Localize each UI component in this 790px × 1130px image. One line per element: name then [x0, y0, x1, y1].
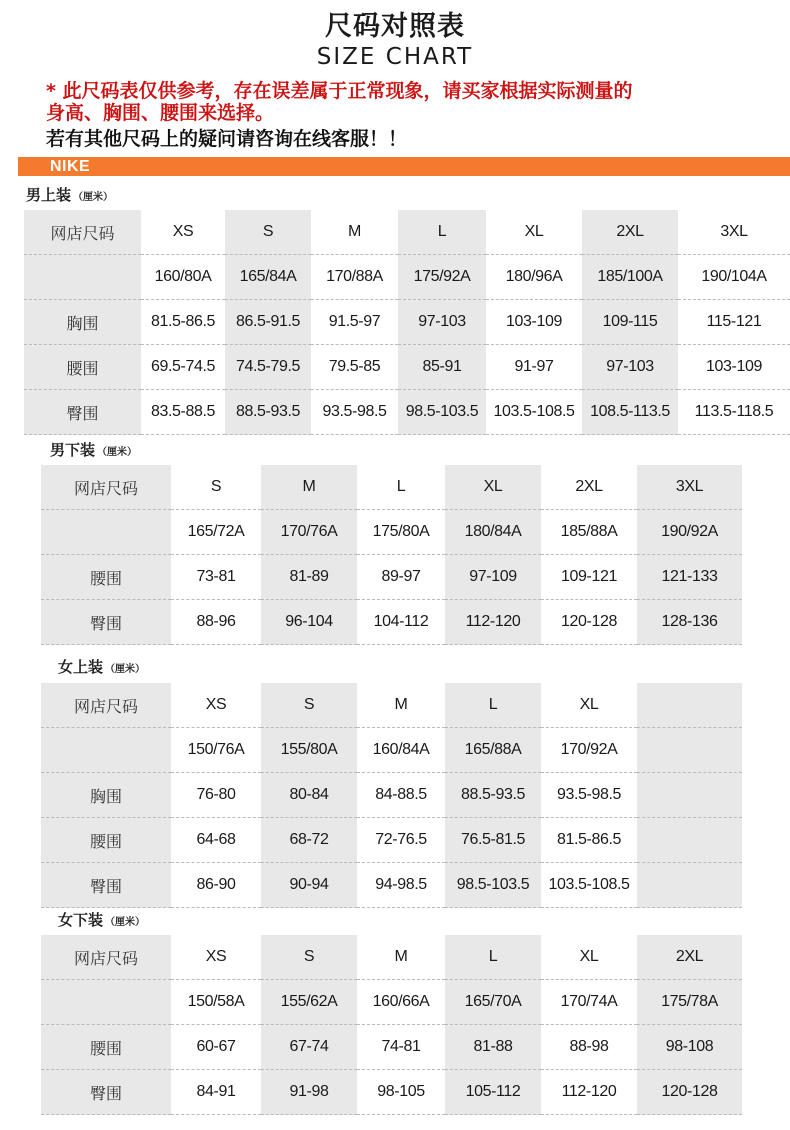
value-cell: 128-136 — [637, 600, 742, 645]
value-cell: 81.5-86.5 — [541, 818, 637, 863]
size-header-cell: XL — [445, 465, 541, 510]
value-cell: 155/62A — [261, 980, 357, 1025]
value-cell: 170/74A — [541, 980, 637, 1025]
value-cell: 86.5-91.5 — [225, 300, 311, 345]
measurement-row — [24, 300, 790, 345]
value-cell: 69.5-74.5 — [141, 345, 225, 390]
value-cell: 88.5-93.5 — [445, 773, 541, 818]
size-header-cell: L — [445, 935, 541, 980]
size-header-cell — [637, 683, 742, 728]
value-cell: 105-112 — [445, 1070, 541, 1115]
notice-line-2: 身高、胸围、腰围来选择。 — [46, 102, 275, 124]
row-label: 腰围 — [41, 555, 171, 600]
value-cell: 89-97 — [357, 555, 445, 600]
value-cell: 160/80A — [141, 255, 225, 300]
value-cell: 103-109 — [678, 345, 790, 390]
brand-banner — [18, 157, 790, 176]
value-cell: 74.5-79.5 — [225, 345, 311, 390]
row-label — [24, 255, 141, 300]
value-cell: 97-103 — [582, 345, 678, 390]
section-title-mens-bottoms — [50, 439, 137, 460]
value-cell: 170/92A — [541, 728, 637, 773]
value-cell: 96-104 — [261, 600, 357, 645]
measurement-row — [24, 345, 790, 390]
value-cell: 90-94 — [261, 863, 357, 908]
value-cell: 165/84A — [225, 255, 311, 300]
size-header-cell: 2XL — [637, 935, 742, 980]
value-cell: 150/76A — [171, 728, 261, 773]
value-cell: 94-98.5 — [357, 863, 445, 908]
value-cell: 180/96A — [486, 255, 582, 300]
notice-line-3: 若有其他尺码上的疑问请咨询在线客服！！ — [46, 128, 408, 150]
row-label: 腰围 — [24, 345, 141, 390]
measurement-row — [41, 773, 742, 818]
size-header-cell: L — [398, 210, 486, 255]
value-cell: 98-108 — [637, 1025, 742, 1070]
measurement-row — [41, 863, 742, 908]
value-cell: 180/84A — [445, 510, 541, 555]
value-cell: 113.5-118.5 — [678, 390, 790, 435]
size-header-cell: 2XL — [582, 210, 678, 255]
size-header-cell: XL — [541, 935, 637, 980]
value-cell: 150/58A — [171, 980, 261, 1025]
value-cell: 81-88 — [445, 1025, 541, 1070]
value-cell: 165/72A — [171, 510, 261, 555]
row-label: 网店尺码 — [41, 465, 171, 510]
value-cell: 88-96 — [171, 600, 261, 645]
value-cell: 108.5-113.5 — [582, 390, 678, 435]
size-header-cell: 3XL — [637, 465, 742, 510]
size-header-row — [41, 683, 742, 728]
measurement-row — [41, 1070, 742, 1115]
value-cell: 175/92A — [398, 255, 486, 300]
value-cell: 97-109 — [445, 555, 541, 600]
size-header-cell: XL — [486, 210, 582, 255]
value-cell: 112-120 — [541, 1070, 637, 1115]
notice-line-1: * 此尺码表仅供参考，存在误差属于正常现象，请买家根据实际测量的 — [46, 80, 633, 102]
row-label — [41, 510, 171, 555]
value-cell: 97-103 — [398, 300, 486, 345]
value-cell: 76.5-81.5 — [445, 818, 541, 863]
section-unit: （厘米） — [73, 192, 114, 203]
measurement-row — [41, 555, 742, 600]
value-cell: 103.5-108.5 — [486, 390, 582, 435]
row-label: 网店尺码 — [24, 210, 141, 255]
row-label: 腰围 — [41, 818, 171, 863]
row-label — [41, 728, 171, 773]
section-unit: （厘米） — [97, 447, 138, 458]
row-label — [41, 980, 171, 1025]
value-cell: 98.5-103.5 — [445, 863, 541, 908]
value-cell: 175/78A — [637, 980, 742, 1025]
height-chest-spec-row — [41, 980, 742, 1025]
size-header-cell: XS — [171, 683, 261, 728]
value-cell: 64-68 — [171, 818, 261, 863]
value-cell: 170/76A — [261, 510, 357, 555]
section-title: 男上装 — [26, 186, 72, 204]
size-table-womens-tops — [41, 683, 742, 908]
value-cell: 74-81 — [357, 1025, 445, 1070]
size-header-cell: S — [261, 935, 357, 980]
value-cell — [637, 728, 742, 773]
value-cell: 68-72 — [261, 818, 357, 863]
size-header-cell: L — [445, 683, 541, 728]
value-cell — [637, 773, 742, 818]
value-cell: 88-98 — [541, 1025, 637, 1070]
size-header-cell: M — [357, 683, 445, 728]
section-title: 女下装 — [58, 911, 104, 929]
value-cell: 109-115 — [582, 300, 678, 345]
value-cell: 93.5-98.5 — [541, 773, 637, 818]
row-label: 腰围 — [41, 1025, 171, 1070]
size-header-cell: 2XL — [541, 465, 637, 510]
value-cell: 185/100A — [582, 255, 678, 300]
measurement-row — [41, 818, 742, 863]
value-cell — [637, 818, 742, 863]
row-label: 网店尺码 — [41, 683, 171, 728]
brand-name: NIKE — [50, 158, 91, 175]
value-cell: 160/66A — [357, 980, 445, 1025]
size-table-mens-bottoms — [41, 465, 742, 645]
value-cell: 98.5-103.5 — [398, 390, 486, 435]
value-cell: 103-109 — [486, 300, 582, 345]
value-cell: 185/88A — [541, 510, 637, 555]
value-cell: 170/88A — [311, 255, 398, 300]
page-subtitle: SIZE CHART — [316, 44, 474, 70]
value-cell: 81.5-86.5 — [141, 300, 225, 345]
value-cell: 104-112 — [357, 600, 445, 645]
value-cell: 165/70A — [445, 980, 541, 1025]
value-cell: 67-74 — [261, 1025, 357, 1070]
value-cell: 83.5-88.5 — [141, 390, 225, 435]
section-title-mens-tops — [26, 184, 113, 205]
value-cell: 109-121 — [541, 555, 637, 600]
value-cell: 81-89 — [261, 555, 357, 600]
value-cell: 190/92A — [637, 510, 742, 555]
size-header-cell: M — [357, 935, 445, 980]
value-cell: 115-121 — [678, 300, 790, 345]
row-label: 胸围 — [41, 773, 171, 818]
size-table-mens-tops — [24, 210, 790, 435]
value-cell: 103.5-108.5 — [541, 863, 637, 908]
value-cell: 121-133 — [637, 555, 742, 600]
value-cell: 73-81 — [171, 555, 261, 600]
row-label: 臀围 — [41, 1070, 171, 1115]
page-title: 尺码对照表 — [325, 11, 465, 42]
value-cell: 93.5-98.5 — [311, 390, 398, 435]
value-cell: 120-128 — [637, 1070, 742, 1115]
value-cell: 112-120 — [445, 600, 541, 645]
size-header-cell: XS — [171, 935, 261, 980]
value-cell: 98-105 — [357, 1070, 445, 1115]
row-label: 臀围 — [41, 863, 171, 908]
height-chest-spec-row — [41, 728, 742, 773]
value-cell — [637, 863, 742, 908]
value-cell: 91.5-97 — [311, 300, 398, 345]
row-label: 臀围 — [24, 390, 141, 435]
value-cell: 175/80A — [357, 510, 445, 555]
value-cell: 79.5-85 — [311, 345, 398, 390]
row-label: 胸围 — [24, 300, 141, 345]
value-cell: 190/104A — [678, 255, 790, 300]
value-cell: 165/88A — [445, 728, 541, 773]
value-cell: 60-67 — [171, 1025, 261, 1070]
section-title: 男下装 — [50, 441, 96, 459]
value-cell: 84-88.5 — [357, 773, 445, 818]
measurement-row — [24, 390, 790, 435]
row-label: 网店尺码 — [41, 935, 171, 980]
value-cell: 88.5-93.5 — [225, 390, 311, 435]
size-header-cell: M — [311, 210, 398, 255]
height-chest-spec-row — [24, 255, 790, 300]
size-header-cell: S — [171, 465, 261, 510]
height-chest-spec-row — [41, 510, 742, 555]
size-header-cell: S — [225, 210, 311, 255]
size-table-womens-bottoms — [41, 935, 742, 1115]
row-label: 臀围 — [41, 600, 171, 645]
value-cell: 91-98 — [261, 1070, 357, 1115]
value-cell: 76-80 — [171, 773, 261, 818]
value-cell: 91-97 — [486, 345, 582, 390]
size-header-row — [24, 210, 790, 255]
section-title-womens-bottoms — [58, 909, 145, 930]
value-cell: 160/84A — [357, 728, 445, 773]
size-header-cell: M — [261, 465, 357, 510]
size-header-cell: XS — [141, 210, 225, 255]
value-cell: 120-128 — [541, 600, 637, 645]
measurement-row — [41, 600, 742, 645]
size-header-row — [41, 935, 742, 980]
value-cell: 86-90 — [171, 863, 261, 908]
size-header-cell: 3XL — [678, 210, 790, 255]
section-unit: （厘米） — [105, 917, 146, 928]
section-unit: （厘米） — [105, 664, 146, 675]
size-header-cell: XL — [541, 683, 637, 728]
section-title: 女上装 — [58, 658, 104, 676]
value-cell: 155/80A — [261, 728, 357, 773]
measurement-row — [41, 1025, 742, 1070]
size-header-row — [41, 465, 742, 510]
value-cell: 80-84 — [261, 773, 357, 818]
value-cell: 72-76.5 — [357, 818, 445, 863]
size-header-cell: S — [261, 683, 357, 728]
size-header-cell: L — [357, 465, 445, 510]
section-title-womens-tops — [58, 656, 145, 677]
value-cell: 85-91 — [398, 345, 486, 390]
value-cell: 84-91 — [171, 1070, 261, 1115]
